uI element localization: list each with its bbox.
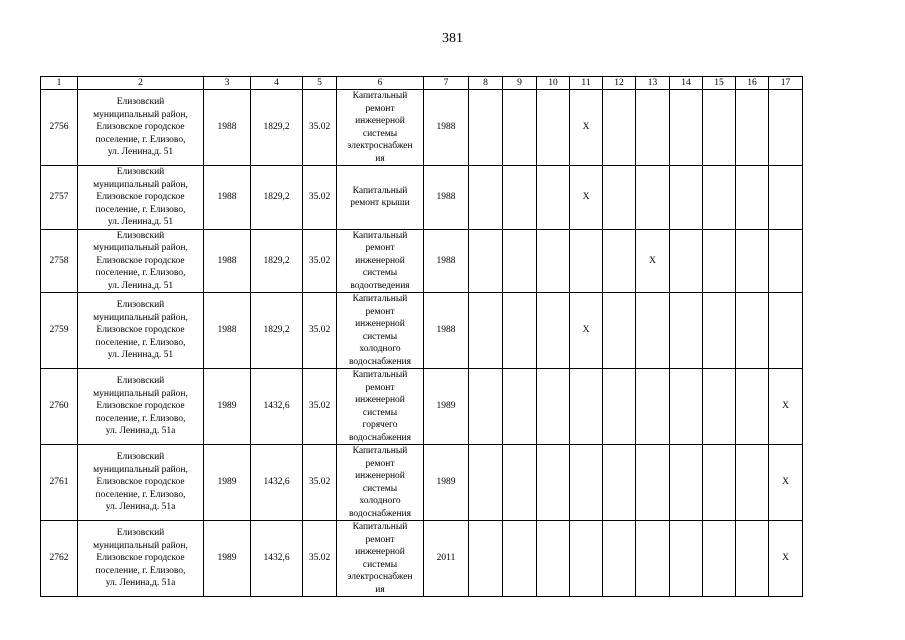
code-cell: 35.02 — [303, 90, 337, 166]
code-cell: 35.02 — [303, 166, 337, 230]
area-cell: 1432,6 — [251, 369, 303, 445]
table-body — [41, 77, 803, 597]
mark-cell-col-8 — [469, 293, 503, 369]
mark-cell-col-16 — [736, 166, 769, 230]
work-year-cell: 1988 — [424, 166, 469, 230]
code-cell: 35.02 — [303, 445, 337, 521]
address-cell: Елизовский муниципальный район, Елизовское городское поселение, г. Елизово, ул. Ленина,д. 51 — [78, 166, 204, 230]
mark-cell-col-8 — [469, 445, 503, 521]
mark-cell-col-10 — [537, 229, 570, 293]
mark-cell-col-8 — [469, 369, 503, 445]
mark-cell-col-14 — [670, 521, 703, 597]
mark-cell-col-13 — [636, 521, 670, 597]
work-type-cell: Капитальный ремонт инженерной системы электроснабжен ия — [337, 521, 424, 597]
work-year-cell: 2011 — [424, 521, 469, 597]
work-type-cell: Капитальный ремонт инженерной системы горячего водоснабжения — [337, 369, 424, 445]
code-cell: 35.02 — [303, 521, 337, 597]
row-id: 2761 — [41, 445, 78, 521]
mark-cell-col-9 — [503, 90, 537, 166]
mark-cell-col-12 — [603, 445, 636, 521]
page-number: 381 — [442, 31, 463, 46]
row-id: 2760 — [41, 369, 78, 445]
mark-cell-col-12 — [603, 369, 636, 445]
address-cell: Елизовский муниципальный район, Елизовское городское поселение, г. Елизово, ул. Ленина,д. 51а — [78, 369, 204, 445]
mark-cell-col-9 — [503, 521, 537, 597]
mark-cell-col-15 — [703, 369, 736, 445]
mark-cell-col-9 — [503, 229, 537, 293]
column-number: 14 — [670, 77, 703, 90]
work-year-cell: 1989 — [424, 445, 469, 521]
mark-cell-col-17: Х — [769, 369, 803, 445]
year-cell: 1989 — [204, 521, 251, 597]
column-number: 4 — [251, 77, 303, 90]
work-year-cell: 1988 — [424, 293, 469, 369]
column-number: 17 — [769, 77, 803, 90]
area-cell: 1829,2 — [251, 229, 303, 293]
mark-cell-col-13 — [636, 369, 670, 445]
column-number: 1 — [41, 77, 78, 90]
mark-cell-col-15 — [703, 229, 736, 293]
mark-cell-col-12 — [603, 90, 636, 166]
area-cell: 1829,2 — [251, 90, 303, 166]
mark-cell-col-17: Х — [769, 445, 803, 521]
mark-cell-col-17 — [769, 90, 803, 166]
address-cell: Елизовский муниципальный район, Елизовское городское поселение, г. Елизово, ул. Ленина,д. 51а — [78, 445, 204, 521]
year-cell: 1989 — [204, 369, 251, 445]
mark-cell-col-8 — [469, 166, 503, 230]
repair-schedule-table — [40, 76, 803, 597]
year-cell: 1988 — [204, 90, 251, 166]
area-cell: 1829,2 — [251, 293, 303, 369]
mark-cell-col-12 — [603, 229, 636, 293]
column-number: 3 — [204, 77, 251, 90]
mark-cell-col-11: Х — [570, 90, 603, 166]
column-number: 9 — [503, 77, 537, 90]
mark-cell-col-8 — [469, 229, 503, 293]
mark-cell-col-11 — [570, 229, 603, 293]
address-cell: Елизовский муниципальный район, Елизовское городское поселение, г. Елизово, ул. Ленина,д. 51 — [78, 293, 204, 369]
table-row — [41, 166, 803, 230]
code-cell: 35.02 — [303, 369, 337, 445]
code-cell: 35.02 — [303, 229, 337, 293]
mark-cell-col-11 — [570, 369, 603, 445]
year-cell: 1988 — [204, 293, 251, 369]
table-row — [41, 445, 803, 521]
work-year-cell: 1988 — [424, 90, 469, 166]
row-id: 2759 — [41, 293, 78, 369]
column-number: 8 — [469, 77, 503, 90]
mark-cell-col-10 — [537, 445, 570, 521]
column-number: 7 — [424, 77, 469, 90]
mark-cell-col-11: Х — [570, 293, 603, 369]
mark-cell-col-11: Х — [570, 166, 603, 230]
row-id: 2757 — [41, 166, 78, 230]
column-number: 16 — [736, 77, 769, 90]
mark-cell-col-14 — [670, 166, 703, 230]
table-row — [41, 521, 803, 597]
mark-cell-col-13 — [636, 166, 670, 230]
mark-cell-col-17 — [769, 166, 803, 230]
column-number-row — [41, 77, 803, 90]
mark-cell-col-15 — [703, 445, 736, 521]
mark-cell-col-10 — [537, 166, 570, 230]
work-type-cell: Капитальный ремонт инженерной системы холодного водоснабжения — [337, 445, 424, 521]
mark-cell-col-14 — [670, 369, 703, 445]
mark-cell-col-12 — [603, 293, 636, 369]
row-id: 2758 — [41, 229, 78, 293]
mark-cell-col-14 — [670, 293, 703, 369]
mark-cell-col-15 — [703, 166, 736, 230]
mark-cell-col-9 — [503, 293, 537, 369]
mark-cell-col-14 — [670, 445, 703, 521]
year-cell: 1988 — [204, 229, 251, 293]
column-number: 13 — [636, 77, 670, 90]
mark-cell-col-10 — [537, 369, 570, 445]
mark-cell-col-8 — [469, 90, 503, 166]
work-year-cell: 1989 — [424, 369, 469, 445]
column-number: 10 — [537, 77, 570, 90]
mark-cell-col-14 — [670, 229, 703, 293]
mark-cell-col-16 — [736, 293, 769, 369]
address-cell: Елизовский муниципальный район, Елизовское городское поселение, г. Елизово, ул. Ленина,д. 51 — [78, 229, 204, 293]
address-cell: Елизовский муниципальный район, Елизовское городское поселение, г. Елизово, ул. Ленина,д. 51а — [78, 521, 204, 597]
mark-cell-col-12 — [603, 166, 636, 230]
year-cell: 1989 — [204, 445, 251, 521]
mark-cell-col-15 — [703, 293, 736, 369]
mark-cell-col-10 — [537, 521, 570, 597]
mark-cell-col-17 — [769, 293, 803, 369]
mark-cell-col-14 — [670, 90, 703, 166]
column-number: 12 — [603, 77, 636, 90]
mark-cell-col-11 — [570, 445, 603, 521]
code-cell: 35.02 — [303, 293, 337, 369]
mark-cell-col-9 — [503, 369, 537, 445]
year-cell: 1988 — [204, 166, 251, 230]
column-number: 6 — [337, 77, 424, 90]
mark-cell-col-13 — [636, 293, 670, 369]
mark-cell-col-9 — [503, 445, 537, 521]
mark-cell-col-15 — [703, 521, 736, 597]
mark-cell-col-16 — [736, 90, 769, 166]
mark-cell-col-16 — [736, 369, 769, 445]
work-type-cell: Капитальный ремонт инженерной системы электроснабжен ия — [337, 90, 424, 166]
table-row — [41, 293, 803, 369]
row-id: 2756 — [41, 90, 78, 166]
mark-cell-col-13 — [636, 445, 670, 521]
mark-cell-col-13: Х — [636, 229, 670, 293]
mark-cell-col-10 — [537, 293, 570, 369]
area-cell: 1432,6 — [251, 521, 303, 597]
mark-cell-col-10 — [537, 90, 570, 166]
column-number: 11 — [570, 77, 603, 90]
area-cell: 1829,2 — [251, 166, 303, 230]
mark-cell-col-13 — [636, 90, 670, 166]
table-row — [41, 229, 803, 293]
address-cell: Елизовский муниципальный район, Елизовское городское поселение, г. Елизово, ул. Ленина,д. 51 — [78, 90, 204, 166]
work-type-cell: Капитальный ремонт крыши — [337, 166, 424, 230]
mark-cell-col-16 — [736, 521, 769, 597]
mark-cell-col-11 — [570, 521, 603, 597]
column-number: 2 — [78, 77, 204, 90]
work-year-cell: 1988 — [424, 229, 469, 293]
table-row — [41, 369, 803, 445]
mark-cell-col-15 — [703, 90, 736, 166]
mark-cell-col-16 — [736, 445, 769, 521]
mark-cell-col-12 — [603, 521, 636, 597]
column-number: 15 — [703, 77, 736, 90]
mark-cell-col-9 — [503, 166, 537, 230]
row-id: 2762 — [41, 521, 78, 597]
area-cell: 1432,6 — [251, 445, 303, 521]
work-type-cell: Капитальный ремонт инженерной системы водоотведения — [337, 229, 424, 293]
table-row — [41, 90, 803, 166]
column-number: 5 — [303, 77, 337, 90]
mark-cell-col-17: Х — [769, 521, 803, 597]
mark-cell-col-8 — [469, 521, 503, 597]
mark-cell-col-16 — [736, 229, 769, 293]
work-type-cell: Капитальный ремонт инженерной системы холодного водоснабжения — [337, 293, 424, 369]
mark-cell-col-17 — [769, 229, 803, 293]
